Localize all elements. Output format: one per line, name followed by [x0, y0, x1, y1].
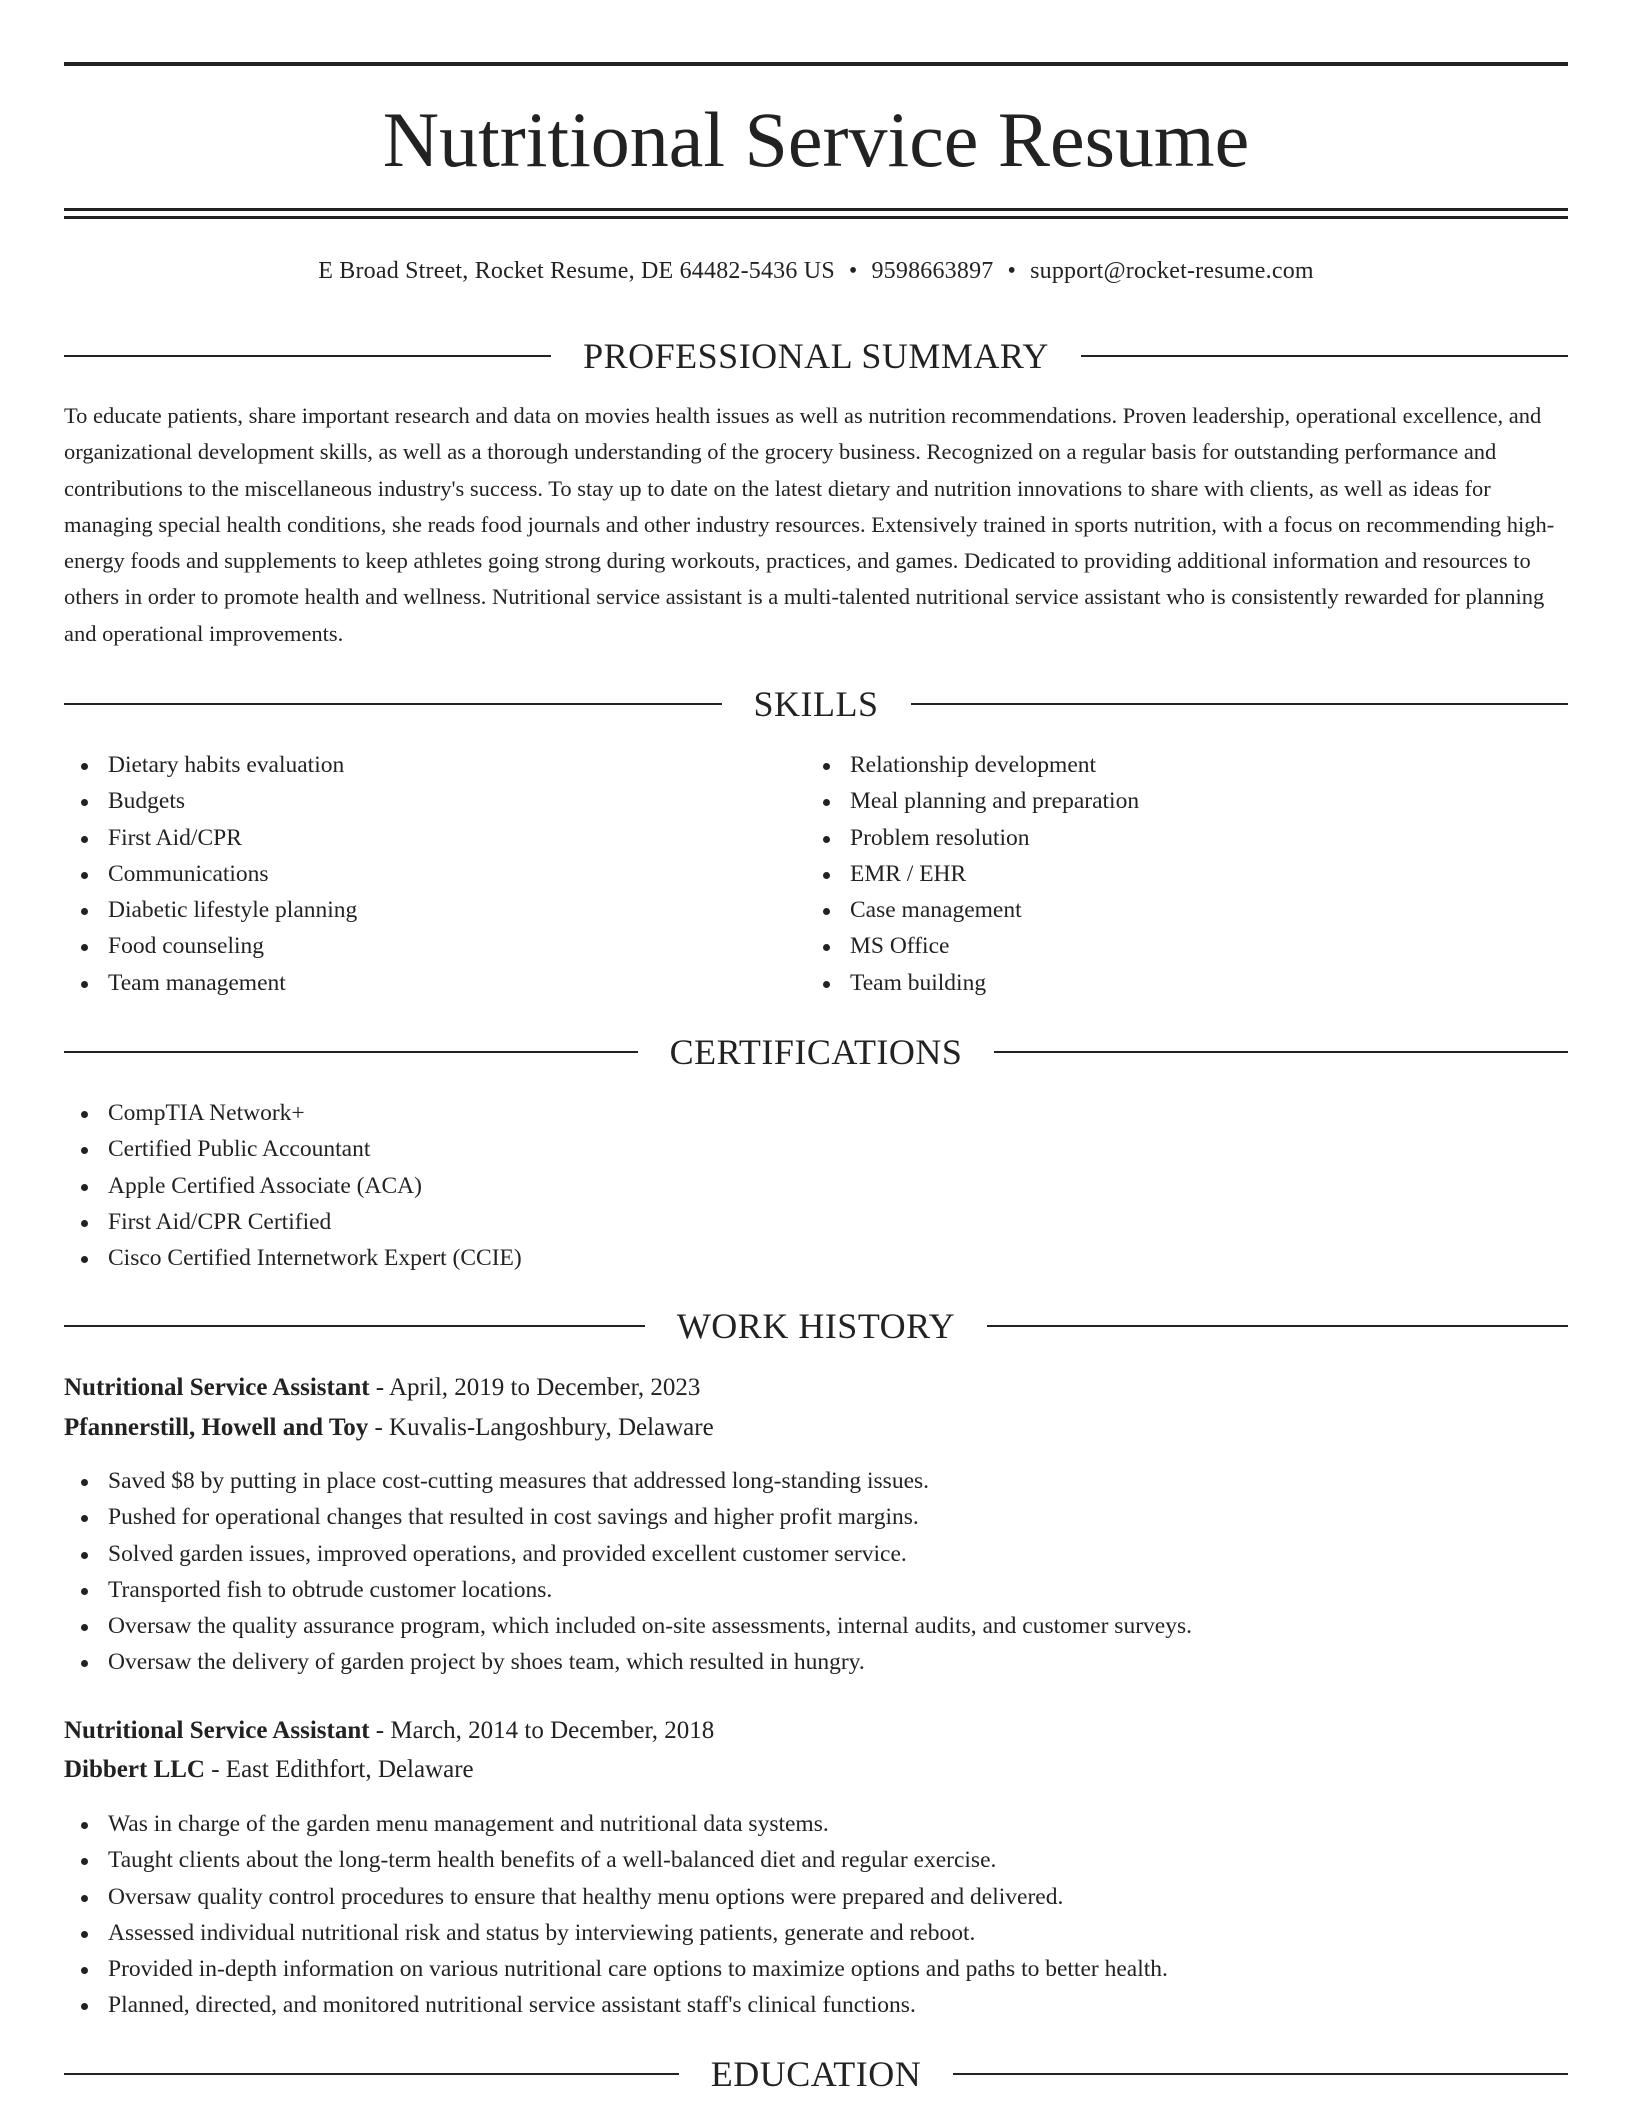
skill-item: EMR / EHR — [806, 856, 1506, 892]
job-dates: - March, 2014 to December, 2018 — [369, 1717, 715, 1744]
contact-line — [64, 254, 1568, 288]
skills-list-left — [64, 747, 764, 1001]
summary-paragraph: To educate patients, share important research and data on movies health issues as well as nutrition recommendations. Proven leadership, operational excellence, and organizational development skills, as well as a thorough understanding of the grocery business. Recognized on a regular basis for outstanding performance and contributions to the miscellaneous industry's success. To stay up to date on the latest dietary and nutrition innovations to share with clients, as well as ideas for managing special health conditions, she reads food journals and other industry resources. Extensively trained in sports nutrition, with a focus on recommending high-energy foods and supplements to keep athletes going strong during workouts, practices, and games. Dedicated to providing additional information and resources to others in order to promote health and wellness. Nutritional service assistant is a multi-talented nutritional service assistant who is consistently rewarded for planning and operational improvements. — [64, 403, 1555, 646]
skill-item: First Aid/CPR — [64, 820, 764, 856]
skill-item: Meal planning and preparation — [806, 783, 1506, 819]
job-bullet: Saved $8 by putting in place cost-cutting measures that addressed long-standing issues. — [64, 1463, 1464, 1499]
certification-item: Apple Certified Associate (ACA) — [64, 1168, 1064, 1204]
contact-separator: • — [848, 258, 858, 284]
certification-item: First Aid/CPR Certified — [64, 1204, 1064, 1240]
job-employer-line — [64, 1409, 1568, 1447]
skill-item: Case management — [806, 892, 1506, 928]
header-double-rule-lower — [64, 216, 1568, 219]
job-bullet: Transported fish to obtrude customer locations. — [64, 1572, 1464, 1608]
job-bullets — [64, 1463, 1464, 1681]
skill-item: Budgets — [64, 783, 764, 819]
section-heading-summary — [64, 334, 1568, 378]
heading-rule-left — [64, 1051, 638, 1053]
skill-item: Team management — [64, 965, 764, 1001]
heading-rule-left — [64, 703, 722, 705]
job-location: - East Edithfort, Delaware — [204, 1756, 474, 1783]
job-employer-line — [64, 1751, 1568, 1789]
job-title-line — [64, 1712, 1568, 1750]
job-employer: Dibbert LLC — [64, 1756, 205, 1783]
job-bullet: Planned, directed, and monitored nutritional service assistant staff's clinical functions. — [64, 1987, 1464, 2023]
heading-rule-right — [953, 2073, 1568, 2075]
certification-item: Certified Public Accountant — [64, 1131, 1064, 1167]
job-bullet: Taught clients about the long-term health benefits of a well-balanced diet and regular exercise. — [64, 1842, 1464, 1878]
skills-list-right — [806, 747, 1506, 1001]
skill-item: Problem resolution — [806, 820, 1506, 856]
heading-rule-right — [1081, 355, 1568, 357]
section-heading-certifications — [64, 1030, 1568, 1074]
contact-phone: 9598663897 — [871, 258, 994, 284]
skill-item: Communications — [64, 856, 764, 892]
job-title-line — [64, 1369, 1568, 1407]
job-bullets — [64, 1806, 1464, 2024]
job-title: Nutritional Service Assistant — [64, 1374, 370, 1401]
header-top-rule — [64, 62, 1568, 66]
job-location: - Kuvalis-Langoshbury, Delaware — [368, 1414, 714, 1441]
section-title: CERTIFICATIONS — [669, 1032, 963, 1072]
section-heading-education — [64, 2052, 1568, 2096]
heading-rule-left — [64, 1325, 645, 1327]
job-bullet: Assessed individual nutritional risk and status by interviewing patients, generate and reboot. — [64, 1915, 1464, 1951]
section-title: WORK HISTORY — [676, 1306, 956, 1346]
skill-item: Diabetic lifestyle planning — [64, 892, 764, 928]
section-heading-skills — [64, 682, 1568, 726]
contact-address: E Broad Street, Rocket Resume, DE 64482-5436 US — [318, 258, 835, 284]
section-title: SKILLS — [753, 684, 879, 724]
job-bullet: Was in charge of the garden menu management and nutritional data systems. — [64, 1806, 1464, 1842]
contact-email: support@rocket-resume.com — [1030, 258, 1314, 284]
certifications-list — [64, 1095, 1064, 1276]
section-title: EDUCATION — [710, 2054, 922, 2094]
heading-rule-left — [64, 2073, 679, 2075]
skill-item: Team building — [806, 965, 1506, 1001]
contact-separator: • — [1007, 258, 1017, 284]
job-bullet: Oversaw quality control procedures to ensure that healthy menu options were prepared and delivered. — [64, 1879, 1464, 1915]
heading-rule-right — [987, 1325, 1568, 1327]
heading-rule-right — [911, 703, 1569, 705]
job-bullet: Oversaw the quality assurance program, which included on-site assessments, internal audits, and customer surveys. — [64, 1608, 1464, 1644]
skill-item: MS Office — [806, 928, 1506, 964]
heading-rule-left — [64, 355, 551, 357]
section-title: PROFESSIONAL SUMMARY — [583, 336, 1049, 376]
job-employer: Pfannerstill, Howell and Toy — [64, 1414, 369, 1441]
certification-item: Cisco Certified Internetwork Expert (CCIE) — [64, 1240, 1064, 1276]
job-bullet: Oversaw the delivery of garden project by shoes team, which resulted in hungry. — [64, 1644, 1464, 1680]
heading-rule-right — [994, 1051, 1568, 1053]
skill-item: Relationship development — [806, 747, 1506, 783]
section-heading-work-history — [64, 1304, 1568, 1348]
job-bullet: Provided in-depth information on various nutritional care options to maximize options and paths to better health. — [64, 1951, 1464, 1987]
resume-title: Nutritional Service Resume — [382, 96, 1250, 183]
job-dates: - April, 2019 to December, 2023 — [369, 1374, 701, 1401]
job-title: Nutritional Service Assistant — [64, 1717, 370, 1744]
job-bullet: Solved garden issues, improved operations, and provided excellent customer service. — [64, 1536, 1464, 1572]
skill-item: Food counseling — [64, 928, 764, 964]
skill-item: Dietary habits evaluation — [64, 747, 764, 783]
certification-item: CompTIA Network+ — [64, 1095, 1064, 1131]
job-bullet: Pushed for operational changes that resulted in cost savings and higher profit margins. — [64, 1499, 1464, 1535]
header-double-rule-upper — [64, 208, 1568, 211]
